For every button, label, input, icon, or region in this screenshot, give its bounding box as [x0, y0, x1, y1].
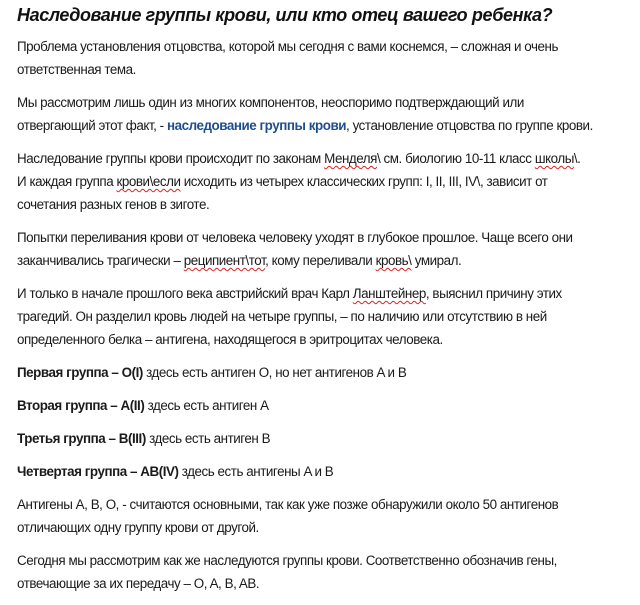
- paragraph: [17, 282, 637, 351]
- bold-text: Четвертая группа – AB(IV): [17, 464, 179, 479]
- text-run: , кому переливали: [265, 253, 376, 268]
- spellcheck-flagged-word: Менделя: [324, 151, 377, 166]
- text-line: [17, 328, 637, 351]
- paragraph: [17, 147, 637, 216]
- text-line: [17, 493, 637, 516]
- bold-text: Вторая группа – A(II): [17, 398, 145, 413]
- text-run: \ см. биологию 10-11 класс: [376, 151, 535, 166]
- bold-text: Третья группа – B(III): [17, 431, 146, 446]
- bold-text: Первая группа – O(I): [17, 365, 143, 380]
- text-line: [17, 361, 637, 384]
- text-run: Сегодня мы рассмотрим как же наследуются группы крови. Соответственно обозначив гены,: [17, 553, 557, 568]
- text-run: , выяснил причину этих: [425, 286, 562, 301]
- text-run: умирал.: [411, 253, 462, 268]
- text-run: Попытки переливания крови от человека человеку уходят в глубокое прошлое. Чаще всего они: [17, 230, 573, 245]
- text-run: здесь есть антиген B: [145, 431, 271, 446]
- document: [17, 4, 637, 605]
- text-run: Наследование группы крови происходит по законам: [17, 151, 325, 166]
- text-line: [17, 572, 637, 595]
- text-line: [17, 170, 637, 193]
- text-run: сочетания разных генов в зиготе.: [17, 197, 210, 212]
- text-line: [17, 516, 637, 539]
- text-line: [17, 305, 637, 328]
- text-run: Антигены A, B, O, - считаются основными, так как уже позже обнаружили около 50 антигенов: [17, 497, 559, 512]
- spellcheck-flagged-word: реципиент\тот: [183, 253, 266, 268]
- paragraph: [17, 493, 637, 539]
- text-line: [17, 394, 637, 417]
- text-line: [17, 427, 637, 450]
- paragraph: [17, 361, 637, 384]
- spellcheck-flagged-word: школы: [534, 151, 574, 166]
- paragraph: [17, 91, 637, 137]
- text-line: [17, 460, 637, 483]
- text-run: здесь есть антигены A и B: [178, 464, 334, 479]
- spellcheck-flagged-word: Ланштейнер: [352, 286, 426, 301]
- document-body: [17, 35, 637, 595]
- text-run: заканчивались трагически –: [17, 253, 184, 268]
- text-line: [17, 91, 637, 114]
- text-line: [17, 226, 637, 249]
- spellcheck-flagged-word: кровь\: [375, 253, 412, 268]
- text-run: Мы рассмотрим лишь один из многих компонентов, неоспоримо подтверждающий или: [17, 95, 524, 110]
- text-run: И только в начале прошлого века австрийский врач Карл: [17, 286, 353, 301]
- text-run: отличающих одну группу крови от другой.: [17, 520, 259, 535]
- text-run: И каждая группа: [17, 174, 117, 189]
- text-line: [17, 193, 637, 216]
- text-run: , установление отцовства по группе крови.: [346, 118, 593, 133]
- document-title: Наследование группы крови, или кто отец вашего ребенка?: [17, 5, 553, 25]
- text-line: [17, 147, 637, 170]
- text-line: [17, 249, 637, 272]
- text-line: [17, 58, 637, 81]
- paragraph: [17, 35, 637, 81]
- text-run: трагедий. Он разделил кровь людей на четыре группы, – по наличию или отсутствию в ней: [17, 309, 547, 324]
- text-run: ответственная тема.: [17, 62, 136, 77]
- text-run: отвечающие за их передачу – O, A, B, AB.: [17, 576, 260, 591]
- paragraph: [17, 460, 637, 483]
- text-run: \.: [573, 151, 581, 166]
- text-run: отвергающий этот факт, -: [17, 118, 167, 133]
- text-run: здесь есть антиген O, но нет антигенов A и B: [142, 365, 407, 380]
- text-line: [17, 35, 637, 58]
- text-run: здесь есть антиген A: [144, 398, 269, 413]
- paragraph: [17, 427, 637, 450]
- paragraph: [17, 394, 637, 417]
- paragraph: [17, 549, 637, 595]
- text-line: [17, 282, 637, 305]
- text-line: [17, 549, 637, 572]
- text-line: [17, 114, 637, 137]
- text-run: исходить из четырех классических групп: I, II, III, IV\, зависит от: [180, 174, 548, 189]
- highlighted-text: наследование группы крови: [166, 118, 347, 133]
- paragraph: [17, 226, 637, 272]
- text-run: определенного белка – антигена, находящегося в эритроцитах человека.: [17, 332, 443, 347]
- text-run: Проблема установления отцовства, которой мы сегодня с вами коснемся, – сложная и очень: [17, 39, 559, 54]
- spellcheck-flagged-word: крови\если: [116, 174, 181, 189]
